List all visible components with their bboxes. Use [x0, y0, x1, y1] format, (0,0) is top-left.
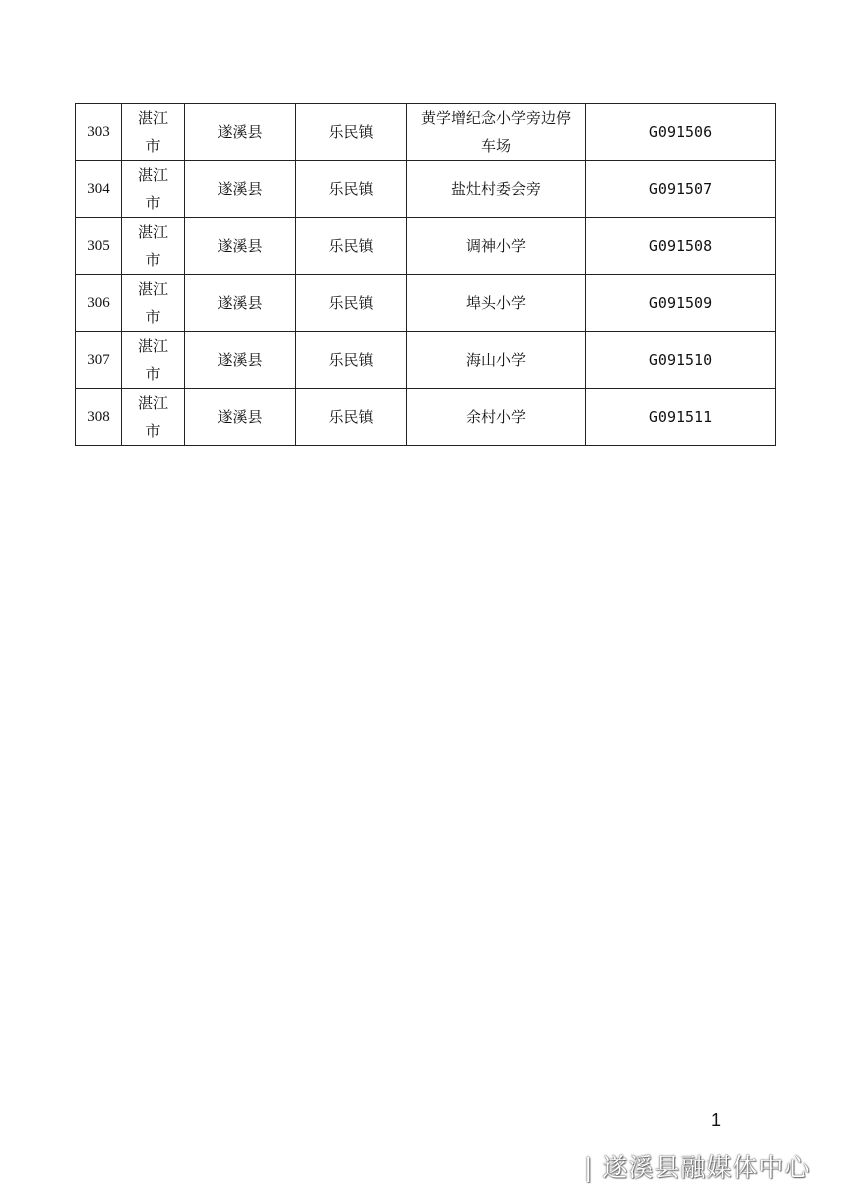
code-cell: G091510 — [586, 332, 776, 389]
code-cell: G091508 — [586, 218, 776, 275]
code-cell: G091511 — [586, 389, 776, 446]
city-text: 湛江市 — [137, 166, 168, 212]
table-row — [76, 161, 776, 218]
city-cell — [122, 389, 185, 446]
location-text: 埠头小学 — [465, 294, 526, 312]
city-cell — [122, 104, 185, 161]
city-cell — [122, 332, 185, 389]
page-number: 1 — [710, 1110, 721, 1130]
location-text: 黄学增纪念小学旁边停车场 — [420, 109, 571, 155]
code-cell: G091506 — [586, 104, 776, 161]
station-table — [75, 103, 776, 446]
table-row — [76, 389, 776, 446]
town-cell: 乐民镇 — [296, 218, 407, 275]
row-number: 307 — [76, 332, 122, 389]
town-cell: 乐民镇 — [296, 161, 407, 218]
city-text: 湛江市 — [137, 394, 168, 440]
city-text: 湛江市 — [137, 109, 168, 155]
city-text: 湛江市 — [137, 337, 168, 383]
county-cell: 遂溪县 — [185, 275, 296, 332]
table-row — [76, 275, 776, 332]
location-cell — [407, 389, 586, 446]
county-cell: 遂溪县 — [185, 104, 296, 161]
town-cell: 乐民镇 — [296, 104, 407, 161]
county-cell: 遂溪县 — [185, 389, 296, 446]
location-text: 调神小学 — [465, 237, 526, 255]
code-cell: G091509 — [586, 275, 776, 332]
town-cell: 乐民镇 — [296, 389, 407, 446]
row-number: 306 — [76, 275, 122, 332]
table-row — [76, 104, 776, 161]
location-cell — [407, 332, 586, 389]
row-number: 308 — [76, 389, 122, 446]
row-number: 303 — [76, 104, 122, 161]
city-text: 湛江市 — [137, 280, 168, 326]
watermark-text: | 遂溪县融媒体中心 — [584, 1153, 811, 1182]
location-text: 海山小学 — [465, 351, 526, 369]
location-cell — [407, 104, 586, 161]
location-text: 盐灶村委会旁 — [450, 180, 541, 198]
city-cell — [122, 161, 185, 218]
row-number: 305 — [76, 218, 122, 275]
city-text: 湛江市 — [137, 223, 168, 269]
county-cell: 遂溪县 — [185, 161, 296, 218]
city-cell — [122, 275, 185, 332]
location-cell — [407, 161, 586, 218]
table-row — [76, 332, 776, 389]
row-number: 304 — [76, 161, 122, 218]
county-cell: 遂溪县 — [185, 332, 296, 389]
location-cell — [407, 218, 586, 275]
town-cell: 乐民镇 — [296, 332, 407, 389]
location-cell — [407, 275, 586, 332]
county-cell: 遂溪县 — [185, 218, 296, 275]
location-text: 余村小学 — [465, 408, 526, 426]
table-row — [76, 218, 776, 275]
town-cell: 乐民镇 — [296, 275, 407, 332]
city-cell — [122, 218, 185, 275]
code-cell: G091507 — [586, 161, 776, 218]
